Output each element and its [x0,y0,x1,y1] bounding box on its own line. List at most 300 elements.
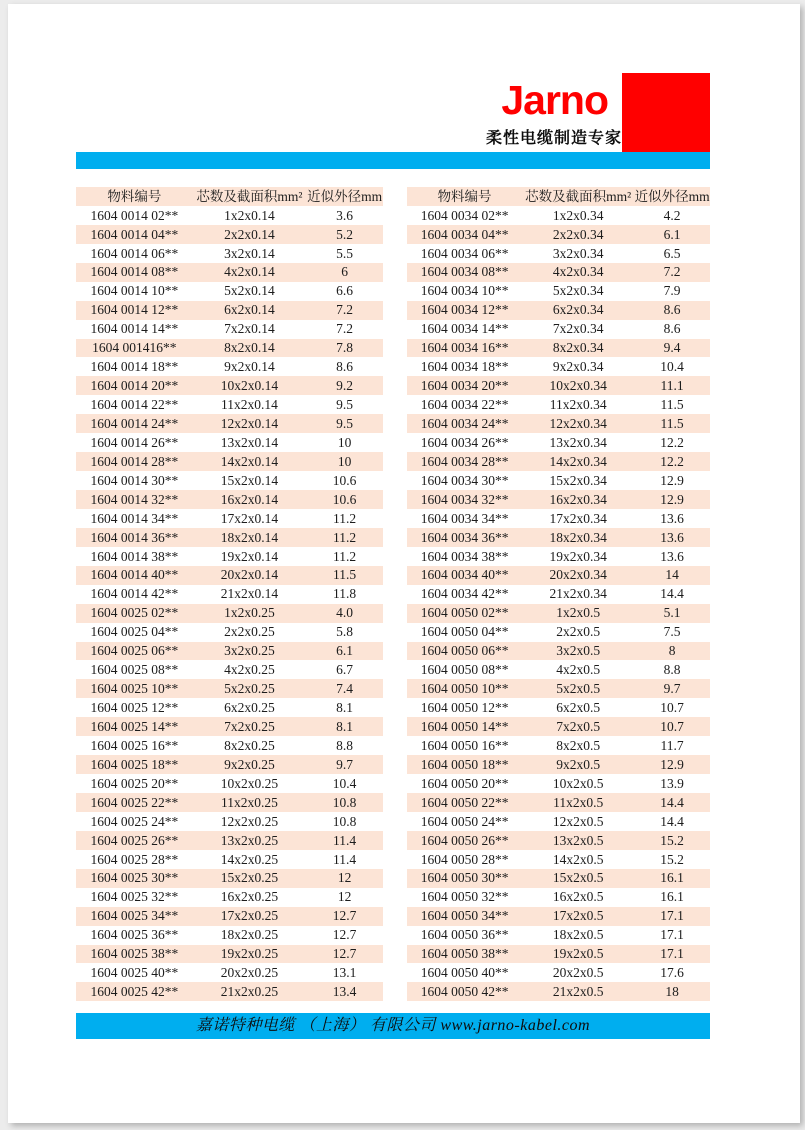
cores-area-cell: 17x2x0.14 [220,510,279,526]
outer-diameter-cell: 4.0 [306,604,383,623]
cores-area-cell: 21x2x0.5 [522,982,634,1001]
material-number-cell: 1604 0050 32** [420,889,509,905]
outer-diameter-cell: 17.6 [660,965,684,981]
material-number-cell: 1604 0050 10** [407,679,522,698]
cores-area-cell: 13x2x0.25 [193,831,307,850]
cores-area-cell: 12x2x0.34 [522,414,634,433]
table-row [76,907,383,926]
outer-diameter-cell: 13.4 [306,982,383,1001]
outer-diameter-cell: 10.6 [332,472,357,488]
table-row [407,339,710,358]
material-number-cell: 1604 0034 30** [420,472,509,488]
outer-diameter-cell: 8.6 [336,359,354,375]
table-row [76,945,383,964]
table-row [76,301,383,320]
material-number-cell: 1604 0025 42** [76,982,193,1001]
cores-area-cell: 11x2x0.25 [193,793,307,812]
table-row [407,679,710,698]
cores-area-cell: 10x2x0.5 [552,775,604,791]
outer-diameter-cell: 17.1 [634,907,710,926]
outer-diameter-cell: 8.8 [663,662,681,678]
material-number-cell: 1604 0014 02** [90,207,179,223]
material-number-cell: 1604 0025 16** [90,737,179,753]
material-number-header: 物料编号 [407,187,522,206]
cores-area-cell: 15x2x0.5 [522,869,634,888]
table-row [407,907,710,926]
material-number-cell: 1604 0034 10** [420,283,509,299]
outer-diameter-cell: 10.7 [634,717,710,736]
table-row [76,585,383,604]
material-number-cell: 1604 0025 22** [76,793,193,812]
table-header-row [76,187,383,206]
cores-area-cell: 1x2x0.5 [522,604,634,623]
table-row [76,225,383,244]
table-row [407,812,710,831]
cores-area-cell: 2x2x0.25 [224,624,275,640]
table-row [407,774,710,793]
table-row [76,793,383,812]
material-number-cell: 1604 0025 26** [76,831,193,850]
table-row [76,452,383,471]
material-number-cell: 1604 0050 30** [407,869,522,888]
material-number-cell: 1604 0025 18** [76,755,193,774]
table-row [407,831,710,850]
material-number-cell: 1604 0050 24** [420,813,509,829]
outer-diameter-cell: 8.8 [336,737,354,753]
outer-diameter-header: 近似外径mm [306,187,383,206]
cores-area-cell: 12x2x0.25 [220,813,279,829]
cores-area-cell: 17x2x0.5 [522,907,634,926]
outer-diameter-cell: 6 [306,263,383,282]
outer-diameter-cell: 13.6 [634,528,710,547]
material-number-cell: 1604 0050 06** [407,642,522,661]
footer-bar [76,1013,710,1039]
cores-area-cell: 20x2x0.34 [522,566,634,585]
table-row [407,869,710,888]
cores-area-cell: 7x2x0.25 [193,717,307,736]
outer-diameter-cell: 13.6 [660,548,684,564]
cores-area-cell: 11x2x0.14 [221,397,278,413]
outer-diameter-cell: 5.1 [634,604,710,623]
cores-area-cell: 21x2x0.14 [220,586,279,602]
table-row [76,282,383,301]
material-number-cell: 1604 0014 04** [76,225,193,244]
outer-diameter-cell: 3.6 [336,207,354,223]
cores-area-cell: 16x2x0.14 [193,490,307,509]
table-row [76,774,383,793]
material-number-cell: 1604 0014 20** [76,376,193,395]
material-number-cell: 1604 0034 32** [407,490,522,509]
cores-area-cell: 18x2x0.34 [522,528,634,547]
outer-diameter-cell: 10.4 [660,359,684,375]
cores-area-cell: 18x2x0.14 [193,528,307,547]
cores-area-cell: 21x2x0.34 [549,586,607,602]
material-number-cell: 1604 0034 04** [407,225,522,244]
cores-area-cell: 7x2x0.5 [522,717,634,736]
outer-diameter-cell: 7.4 [306,679,383,698]
brand-red-block [622,73,710,152]
material-number-cell: 1604 0034 26** [420,434,509,450]
material-number-cell: 1604 0014 22** [90,397,179,413]
material-number-cell: 1604 0025 20** [90,775,179,791]
cores-area-cell: 9x2x0.34 [552,359,604,375]
cores-area-cell: 16x2x0.34 [522,490,634,509]
table-row [76,490,383,509]
table-row [76,376,383,395]
cores-area-cell: 12x2x0.5 [552,813,604,829]
cores-area-cell: 18x2x0.5 [552,927,604,943]
outer-diameter-cell: 12.9 [634,755,710,774]
material-number-cell: 1604 0014 36** [76,528,193,547]
cores-area-cell: 1x2x0.14 [224,207,275,223]
table-row [76,433,383,452]
material-number-cell: 1604 0014 42** [90,586,179,602]
material-number-cell: 1604 0050 28** [420,851,509,867]
material-number-cell: 1604 0025 06** [76,642,193,661]
table-row [407,660,710,679]
outer-diameter-cell: 11.1 [634,376,710,395]
table-row [407,206,710,225]
cores-area-cell: 3x2x0.34 [552,245,604,261]
cores-area-cell: 5x2x0.5 [522,679,634,698]
outer-diameter-cell: 9.5 [336,397,354,413]
outer-diameter-cell: 10.4 [332,775,357,791]
material-number-cell: 1604 0034 28** [407,452,522,471]
cores-area-cell: 9x2x0.14 [224,359,275,375]
material-number-cell: 1604 0025 38** [76,945,193,964]
table-row [76,926,383,945]
cores-area-header: 芯数及截面积mm² [193,187,307,206]
outer-diameter-cell: 10 [306,452,383,471]
material-number-cell: 1604 0025 36** [90,927,179,943]
material-number-cell: 1604 0050 40** [420,965,509,981]
outer-diameter-cell: 16.1 [660,889,684,905]
outer-diameter-cell: 15.2 [660,851,684,867]
material-number-cell: 1604 0014 30** [90,472,179,488]
cores-area-cell: 9x2x0.25 [193,755,307,774]
material-number-cell: 1604 0034 22** [420,397,509,413]
table-row [76,869,383,888]
outer-diameter-cell: 8.6 [634,301,710,320]
outer-diameter-cell: 11.2 [333,510,357,526]
outer-diameter-cell: 12.9 [634,490,710,509]
table-row [407,509,710,528]
cores-area-cell: 9x2x0.5 [522,755,634,774]
outer-diameter-cell: 9.2 [306,376,383,395]
material-number-cell: 1604 0014 28** [76,452,193,471]
cores-area-cell: 17x2x0.34 [549,510,607,526]
material-number-cell: 1604 0050 22** [407,793,522,812]
material-number-cell: 1604 0034 34** [420,510,509,526]
cores-area-cell: 13x2x0.14 [220,434,279,450]
outer-diameter-cell: 7.2 [306,301,383,320]
table-row [407,263,710,282]
cores-area-header: 芯数及截面积mm² [522,187,634,206]
material-number-cell: 1604 0050 36** [420,927,509,943]
table-row [76,566,383,585]
material-number-cell: 1604 0014 26** [90,434,179,450]
outer-diameter-cell: 5.5 [336,245,354,261]
table-row [407,320,710,339]
cores-area-cell: 12x2x0.14 [193,414,307,433]
material-number-cell: 1604 0014 06** [90,245,179,261]
spec-table-left [76,187,383,1001]
table-row [407,452,710,471]
material-number-cell: 1604 0050 34** [407,907,522,926]
table-row [76,717,383,736]
cores-area-cell: 10x2x0.25 [220,775,279,791]
cores-area-cell: 3x2x0.25 [193,642,307,661]
material-number-cell: 1604 0034 12** [407,301,522,320]
cores-area-cell: 19x2x0.5 [522,945,634,964]
table-row [407,945,710,964]
outer-diameter-cell: 11.5 [634,414,710,433]
cores-area-cell: 6x2x0.25 [224,700,275,716]
material-number-cell: 1604 0034 42** [420,586,509,602]
material-number-cell: 1604 0034 24** [407,414,522,433]
outer-diameter-cell: 14.4 [660,813,684,829]
table-row [407,357,710,376]
table-row [407,717,710,736]
cores-area-cell: 15x2x0.25 [193,869,307,888]
table-row [76,604,383,623]
outer-diameter-cell: 14 [634,566,710,585]
table-row [76,414,383,433]
material-number-cell: 1604 0050 16** [420,737,509,753]
cores-area-cell: 14x2x0.34 [522,452,634,471]
material-number-cell: 1604 0034 16** [407,339,522,358]
material-number-cell: 1604 0050 26** [407,831,522,850]
material-number-cell: 1604 0025 34** [76,907,193,926]
material-number-cell: 1604 0025 40** [90,965,179,981]
cores-area-cell: 15x2x0.34 [549,472,607,488]
cores-area-cell: 2x2x0.14 [193,225,307,244]
outer-diameter-cell: 12.2 [660,434,684,450]
outer-diameter-cell: 17.1 [660,927,684,943]
table-row [407,736,710,755]
table-row [407,642,710,661]
outer-diameter-cell: 10.6 [306,490,383,509]
outer-diameter-cell: 12.7 [332,927,357,943]
outer-diameter-cell: 8.1 [306,717,383,736]
material-number-cell: 1604 0014 32** [76,490,193,509]
outer-diameter-cell: 14.4 [660,586,684,602]
cores-area-cell: 19x2x0.25 [193,945,307,964]
table-row [76,471,383,490]
material-number-cell: 1604 0025 04** [90,624,179,640]
outer-diameter-cell: 11.7 [660,737,684,753]
outer-diameter-cell: 4.2 [663,207,681,223]
table-row [76,755,383,774]
cores-area-cell: 20x2x0.25 [220,965,279,981]
table-row [407,566,710,585]
table-row [407,963,710,982]
table-row [76,982,383,1001]
cores-area-cell: 16x2x0.25 [220,889,279,905]
table-row [407,604,710,623]
table-row [407,585,710,604]
table-row [407,282,710,301]
outer-diameter-cell: 13.1 [332,965,357,981]
cores-area-cell: 8x2x0.14 [193,339,307,358]
material-number-cell: 1604 0025 32** [90,889,179,905]
cores-area-cell: 4x2x0.5 [556,662,601,678]
cores-area-cell: 17x2x0.25 [193,907,307,926]
outer-diameter-cell: 16.1 [634,869,710,888]
outer-diameter-cell: 7.2 [634,263,710,282]
table-row [407,982,710,1001]
table-row [76,679,383,698]
material-number-cell: 1604 0050 18** [407,755,522,774]
table-row [76,698,383,717]
cores-area-cell: 1x2x0.25 [193,604,307,623]
outer-diameter-cell: 10.7 [660,700,684,716]
outer-diameter-cell: 7.9 [663,283,681,299]
cores-area-cell: 19x2x0.34 [549,548,607,564]
material-number-cell: 1604 0034 06** [420,245,509,261]
cores-area-cell: 18x2x0.25 [220,927,279,943]
cores-area-cell: 10x2x0.34 [522,376,634,395]
material-number-cell: 1604 0014 38** [90,548,179,564]
material-number-cell: 1604 0034 20** [407,376,522,395]
cores-area-cell: 5x2x0.25 [193,679,307,698]
table-row [76,850,383,869]
material-number-cell: 1604 0034 14** [420,321,509,337]
material-number-cell: 1604 0025 12** [90,700,179,716]
cores-area-cell: 6x2x0.14 [193,301,307,320]
table-row [76,339,383,358]
material-number-cell: 1604 0050 14** [407,717,522,736]
outer-diameter-cell: 7.5 [663,624,681,640]
table-row [407,793,710,812]
table-row [76,357,383,376]
material-number-cell: 1604 0025 14** [76,717,193,736]
brand-logo-text: Jarno [501,77,608,123]
outer-diameter-cell: 14.4 [634,793,710,812]
cores-area-cell: 21x2x0.25 [193,982,307,1001]
table-row [407,755,710,774]
outer-diameter-cell: 6.5 [663,245,681,261]
table-row [76,263,383,282]
table-row [407,433,710,452]
outer-diameter-cell: 13.9 [660,775,684,791]
table-row [76,528,383,547]
material-number-cell: 1604 0014 08** [76,263,193,282]
cores-area-cell: 20x2x0.5 [552,965,604,981]
outer-diameter-cell: 8.1 [336,700,354,716]
material-number-cell: 1604 0014 14** [90,321,179,337]
outer-diameter-cell: 11.5 [306,566,383,585]
outer-diameter-cell: 11.8 [333,586,357,602]
cores-area-cell: 3x2x0.14 [224,245,275,261]
outer-diameter-cell: 6.1 [634,225,710,244]
material-number-cell: 1604 0034 40** [407,566,522,585]
table-row [407,490,710,509]
cores-area-cell: 7x2x0.14 [224,321,275,337]
material-number-cell: 1604 0014 40** [76,566,193,585]
material-number-cell: 1604 0034 18** [420,359,509,375]
table-row [407,244,710,263]
table-row [407,471,710,490]
cores-area-cell: 11x2x0.5 [522,793,634,812]
material-number-header: 物料编号 [76,187,193,206]
cores-area-cell: 6x2x0.5 [556,700,601,716]
material-number-cell: 1604 0050 02** [407,604,522,623]
cores-area-cell: 4x2x0.14 [193,263,307,282]
brand-tagline: 柔性电缆制造专家 [485,130,622,147]
cores-area-cell: 15x2x0.14 [220,472,279,488]
cores-area-cell: 14x2x0.25 [220,851,279,867]
table-row [407,395,710,414]
cores-area-cell: 14x2x0.5 [552,851,604,867]
material-number-cell: 1604 0025 28** [90,851,179,867]
material-number-cell: 1604 0050 12** [420,700,509,716]
outer-diameter-cell: 6.1 [306,642,383,661]
footer-company-text: 嘉诺特种电缆 （上海） 有限公司 www.jarno-kabel.com [195,1017,591,1034]
cores-area-cell: 6x2x0.34 [522,301,634,320]
table-row [76,547,383,566]
outer-diameter-cell: 13.6 [660,510,684,526]
outer-diameter-cell: 12.7 [306,907,383,926]
table-row [76,812,383,831]
outer-diameter-header: 近似外径mm [634,187,710,206]
top-accent-bar [76,152,710,169]
table-row [76,736,383,755]
table-row [407,850,710,869]
outer-diameter-cell: 9.5 [306,414,383,433]
table-row [76,963,383,982]
outer-diameter-cell: 8.6 [663,321,681,337]
cores-area-cell: 4x2x0.25 [224,662,275,678]
outer-diameter-cell: 12.2 [634,452,710,471]
outer-diameter-cell: 15.2 [634,831,710,850]
material-number-cell: 1604 0025 30** [76,869,193,888]
outer-diameter-cell: 10 [337,434,352,450]
cores-area-cell: 13x2x0.5 [522,831,634,850]
table-row [407,888,710,907]
material-number-cell: 1604 0050 08** [420,662,509,678]
cores-area-cell: 8x2x0.34 [522,339,634,358]
table-row [407,301,710,320]
outer-diameter-cell: 18 [634,982,710,1001]
table-row [407,547,710,566]
outer-diameter-cell: 9.7 [634,679,710,698]
cores-area-cell: 11x2x0.34 [549,397,607,413]
cores-area-cell: 5x2x0.34 [552,283,604,299]
outer-diameter-cell: 12.9 [660,472,684,488]
table-row [76,831,383,850]
cores-area-cell: 2x2x0.34 [522,225,634,244]
outer-diameter-cell: 17.1 [634,945,710,964]
cores-area-cell: 20x2x0.14 [193,566,307,585]
outer-diameter-cell: 11.2 [306,528,383,547]
cores-area-cell: 3x2x0.5 [522,642,634,661]
outer-diameter-cell: 7.8 [306,339,383,358]
outer-diameter-cell: 8 [634,642,710,661]
outer-diameter-cell: 6.7 [336,662,354,678]
material-number-cell: 1604 0014 12** [76,301,193,320]
material-number-cell: 1604 0034 38** [420,548,509,564]
outer-diameter-cell: 5.2 [306,225,383,244]
table-row [76,623,383,642]
outer-diameter-cell: 11.2 [333,548,357,564]
table-row [407,376,710,395]
outer-diameter-cell: 11.4 [306,831,383,850]
material-number-cell: 1604 0034 02** [420,207,509,223]
outer-diameter-cell: 10.8 [332,813,357,829]
cores-area-cell: 5x2x0.14 [224,283,275,299]
cores-area-cell: 1x2x0.34 [552,207,604,223]
